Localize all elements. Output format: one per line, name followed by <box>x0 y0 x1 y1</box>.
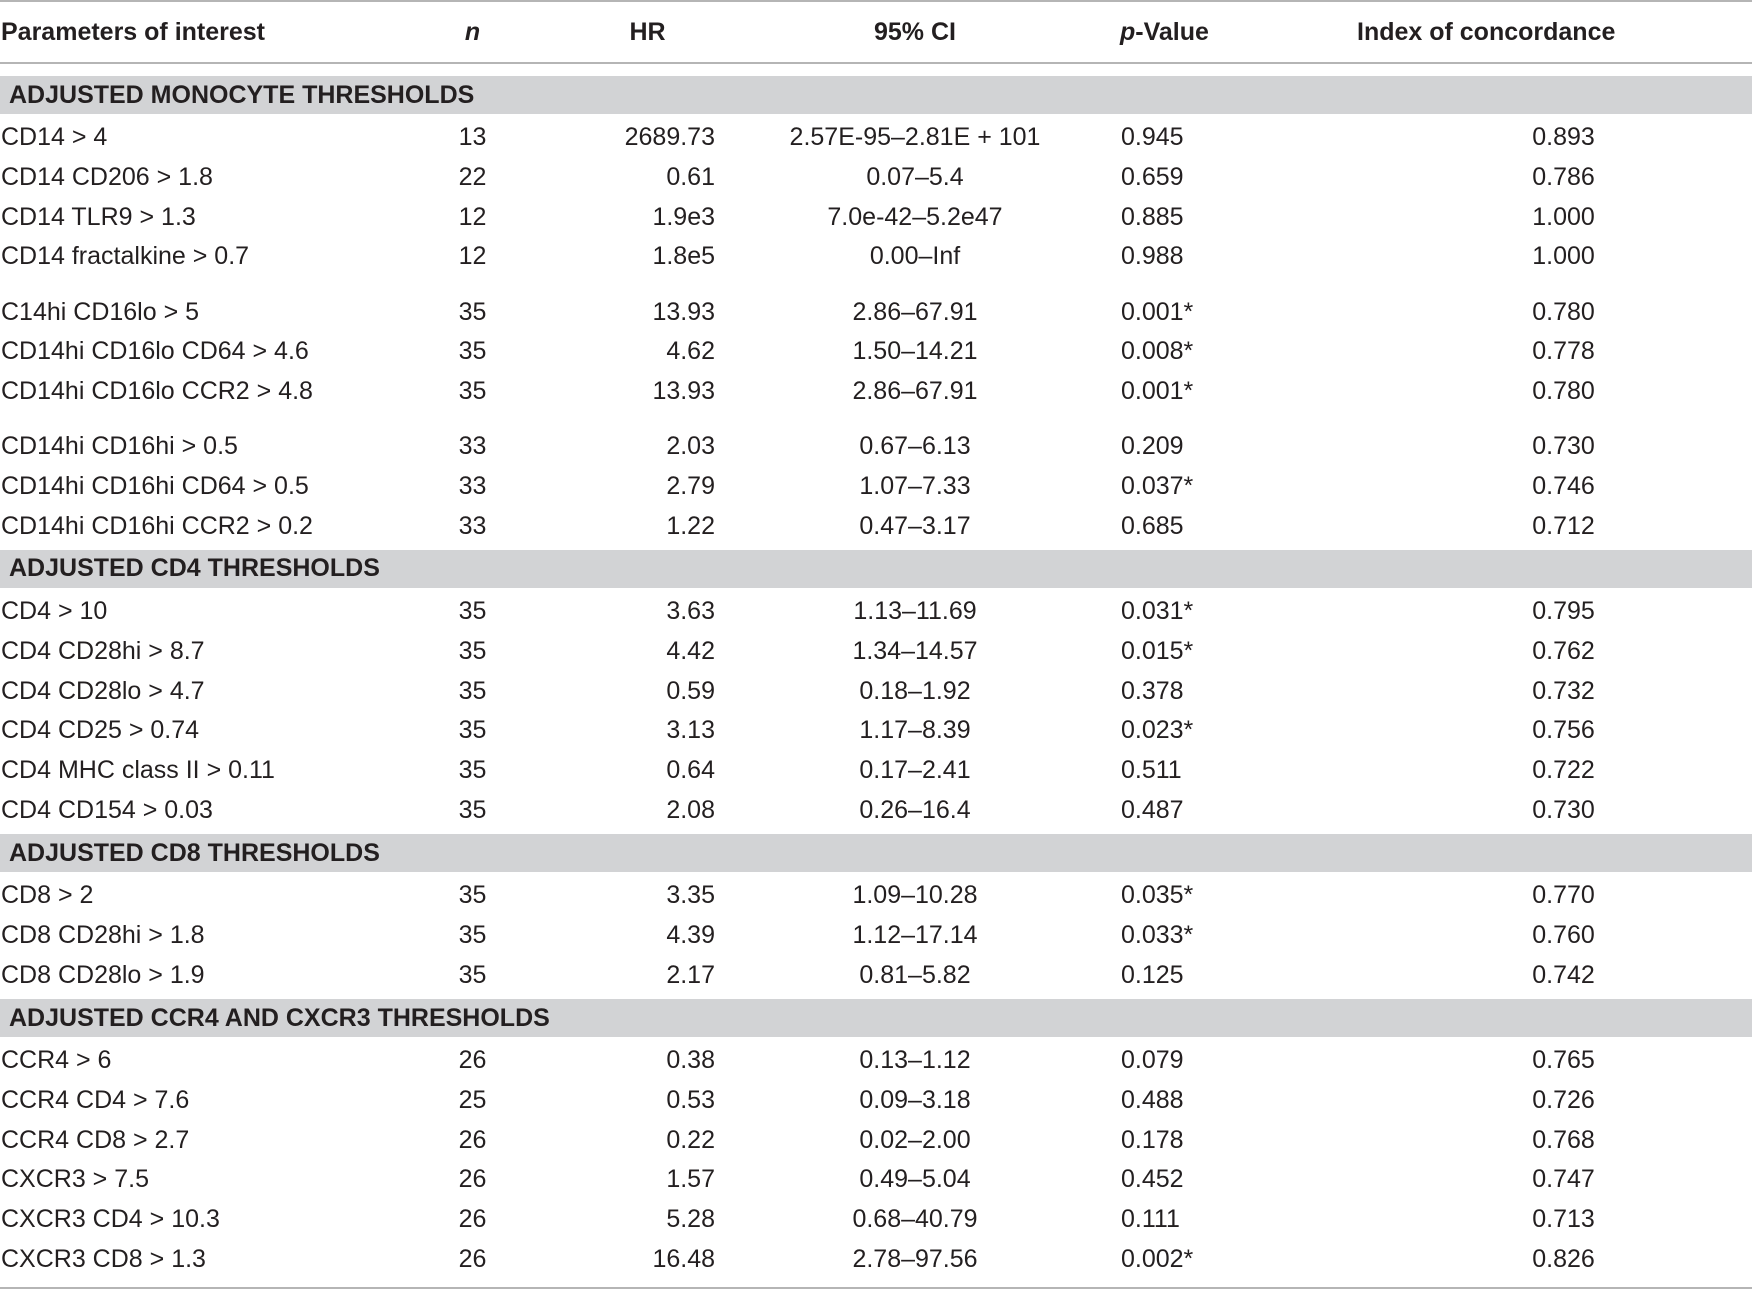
section-header: ADJUSTED MONOCYTE THRESHOLDS <box>0 76 1752 114</box>
cell-index: 0.756 <box>1532 716 1595 745</box>
cell-n: 33 <box>458 471 487 500</box>
cell-p: 0.008* <box>1121 337 1194 366</box>
cell-ci: 0.49–5.04 <box>859 1165 971 1194</box>
cell-hr: 3.63 <box>666 597 715 626</box>
cell-p: 0.945 <box>1121 123 1184 152</box>
cell-n: 35 <box>458 636 487 665</box>
cell-hr: 4.39 <box>666 921 715 950</box>
header-p-value <box>1115 18 1295 47</box>
cell-index: 1.000 <box>1532 202 1595 231</box>
table-row <box>0 751 1752 791</box>
group-spacer <box>0 411 1752 427</box>
cell-hr: 3.13 <box>666 716 715 745</box>
cell-ci: 0.67–6.13 <box>859 432 971 461</box>
cell-index: 0.732 <box>1532 676 1595 705</box>
cell-p: 0.125 <box>1121 960 1184 989</box>
cell-index: 0.746 <box>1532 471 1595 500</box>
cell-n: 35 <box>458 597 487 626</box>
cell-n: 26 <box>458 1125 487 1154</box>
cell-n: 33 <box>458 511 487 540</box>
cell-param: CD14hi CD16hi CD64 > 0.5 <box>1 471 309 500</box>
cell-p: 0.511 <box>1121 755 1182 784</box>
cell-p: 0.023* <box>1121 716 1194 745</box>
cell-hr: 2.08 <box>666 795 715 824</box>
cell-n: 26 <box>458 1205 487 1234</box>
table-row <box>0 955 1752 995</box>
cell-param: CD4 CD28lo > 4.7 <box>1 676 205 705</box>
cell-ci: 0.18–1.92 <box>859 676 971 705</box>
cell-p: 0.001* <box>1121 297 1194 326</box>
cell-p: 0.487 <box>1121 795 1184 824</box>
cell-hr: 0.38 <box>666 1046 715 1075</box>
cell-hr: 16.48 <box>652 1244 715 1273</box>
cell-param: CD8 CD28hi > 1.8 <box>1 921 205 950</box>
table-row <box>0 118 1752 158</box>
cell-hr: 4.62 <box>666 337 715 366</box>
cell-p: 0.885 <box>1121 202 1184 231</box>
cell-param: CD4 CD25 > 0.74 <box>1 716 200 745</box>
cell-param: CD14 fractalkine > 0.7 <box>1 242 250 271</box>
cell-ci: 1.07–7.33 <box>859 471 971 500</box>
cell-param: CD4 > 10 <box>1 597 108 626</box>
cell-index: 0.760 <box>1532 921 1595 950</box>
cell-n: 35 <box>458 960 487 989</box>
cell-hr: 1.8e5 <box>652 242 715 271</box>
cell-ci: 0.17–2.41 <box>859 755 971 784</box>
cell-param: CD14 TLR9 > 1.3 <box>1 202 196 231</box>
table-body <box>0 76 1752 1279</box>
cell-ci: 2.86–67.91 <box>852 297 978 326</box>
cell-p: 0.488 <box>1121 1086 1184 1115</box>
cell-p: 0.002* <box>1121 1244 1194 1273</box>
cell-n: 35 <box>458 376 487 405</box>
cell-index: 0.770 <box>1532 881 1595 910</box>
cell-index: 0.712 <box>1532 511 1595 540</box>
cell-index: 0.765 <box>1532 1046 1595 1075</box>
cell-param: CD4 CD154 > 0.03 <box>1 795 213 824</box>
cell-hr: 0.22 <box>666 1125 715 1154</box>
cell-index: 0.730 <box>1532 795 1595 824</box>
header-n: n <box>464 17 481 46</box>
cell-n: 35 <box>458 297 487 326</box>
cell-p: 0.209 <box>1121 432 1184 461</box>
table-row <box>0 197 1752 237</box>
cell-param: CD4 CD28hi > 8.7 <box>1 636 205 665</box>
cell-ci: 1.50–14.21 <box>852 337 978 366</box>
table-row <box>0 372 1752 412</box>
cell-hr: 2.17 <box>666 960 715 989</box>
cell-ci: 1.13–11.69 <box>853 597 977 626</box>
table-row <box>0 916 1752 956</box>
cell-hr: 13.93 <box>652 376 715 405</box>
cell-index: 0.742 <box>1532 960 1595 989</box>
cell-ci: 7.0e-42–5.2e47 <box>827 202 1003 231</box>
cell-p: 0.659 <box>1121 163 1184 192</box>
cell-hr: 3.35 <box>666 881 715 910</box>
cell-p: 0.178 <box>1121 1125 1184 1154</box>
cell-n: 26 <box>458 1046 487 1075</box>
cell-ci: 0.00–Inf <box>869 242 961 271</box>
cell-index: 0.762 <box>1532 636 1595 665</box>
header-param: Parameters of interest <box>1 17 266 46</box>
table-row <box>0 332 1752 372</box>
cell-n: 35 <box>458 676 487 705</box>
cell-index: 0.730 <box>1532 432 1595 461</box>
table-row <box>0 1240 1752 1280</box>
table-row <box>0 1120 1752 1160</box>
cell-n: 12 <box>458 242 487 271</box>
cell-hr: 0.61 <box>666 163 715 192</box>
table-row <box>0 467 1752 507</box>
cell-index: 0.713 <box>1532 1205 1595 1234</box>
cell-ci: 1.12–17.14 <box>852 921 978 950</box>
cell-param: C14hi CD16lo > 5 <box>1 297 200 326</box>
table-row <box>0 1081 1752 1121</box>
cell-ci: 2.86–67.91 <box>852 376 978 405</box>
cell-ci: 2.78–97.56 <box>852 1244 978 1273</box>
cell-p: 0.378 <box>1121 676 1184 705</box>
cell-param: CXCR3 > 7.5 <box>1 1165 149 1194</box>
cell-index: 0.778 <box>1532 337 1595 366</box>
cell-ci: 2.57E-95–2.81E + 101 <box>789 123 1041 152</box>
cell-ci: 0.07–5.4 <box>866 163 964 192</box>
cell-hr: 2689.73 <box>624 123 715 152</box>
cell-index: 0.780 <box>1532 297 1595 326</box>
cell-param: CCR4 > 6 <box>1 1046 112 1075</box>
cell-param: CD14hi CD16hi CCR2 > 0.2 <box>1 511 313 540</box>
cell-n: 12 <box>458 202 487 231</box>
header-index: Index of concordance <box>1357 17 1616 46</box>
section-header: ADJUSTED CD4 THRESHOLDS <box>0 550 1752 588</box>
cell-hr: 0.59 <box>666 676 715 705</box>
cell-p: 0.685 <box>1121 511 1184 540</box>
cell-hr: 1.22 <box>666 511 715 540</box>
cell-n: 35 <box>458 795 487 824</box>
cell-param: CD8 CD28lo > 1.9 <box>1 960 205 989</box>
header-p-rest: -Value <box>1135 17 1209 46</box>
cell-index: 0.780 <box>1532 376 1595 405</box>
cell-hr: 4.42 <box>666 636 715 665</box>
cell-n: 22 <box>458 163 487 192</box>
cell-p: 0.015* <box>1121 636 1194 665</box>
cell-ci: 1.17–8.39 <box>859 716 971 745</box>
group-spacer <box>0 277 1752 293</box>
cell-hr: 13.93 <box>652 297 715 326</box>
cell-param: CCR4 CD4 > 7.6 <box>1 1086 190 1115</box>
cell-param: CD14hi CD16lo CD64 > 4.6 <box>1 337 309 366</box>
cell-param: CD14hi CD16lo CCR2 > 4.8 <box>1 376 313 405</box>
cell-n: 13 <box>458 123 487 152</box>
cell-param: CD14 > 4 <box>1 123 108 152</box>
cell-n: 35 <box>458 755 487 784</box>
cell-param: CD8 > 2 <box>1 881 94 910</box>
cell-hr: 2.03 <box>666 432 715 461</box>
header-row <box>0 2 1752 62</box>
bottom-rule <box>0 1287 1752 1289</box>
cell-p: 0.111 <box>1121 1205 1180 1234</box>
table-row <box>0 592 1752 632</box>
table-row <box>0 671 1752 711</box>
table-row <box>0 632 1752 672</box>
cell-ci: 0.47–3.17 <box>859 511 971 540</box>
cell-n: 35 <box>458 881 487 910</box>
cell-index: 0.893 <box>1532 123 1595 152</box>
cell-p: 0.035* <box>1121 881 1194 910</box>
cell-ci: 0.13–1.12 <box>859 1046 971 1075</box>
cell-param: CXCR3 CD4 > 10.3 <box>1 1205 220 1234</box>
header-p-italic: p <box>1120 17 1136 46</box>
cell-ci: 1.34–14.57 <box>852 636 978 665</box>
cell-hr: 1.57 <box>666 1165 715 1194</box>
cell-ci: 0.81–5.82 <box>859 960 971 989</box>
cell-index: 0.768 <box>1532 1125 1595 1154</box>
table-row <box>0 506 1752 546</box>
cell-index: 0.747 <box>1532 1165 1595 1194</box>
cell-n: 35 <box>458 921 487 950</box>
table-row <box>0 711 1752 751</box>
header-hr: HR <box>629 17 666 46</box>
table-row <box>0 1041 1752 1081</box>
cell-index: 0.722 <box>1532 755 1595 784</box>
cell-index: 0.786 <box>1532 163 1595 192</box>
cell-n: 25 <box>458 1086 487 1115</box>
cell-index: 0.795 <box>1532 597 1595 626</box>
cell-hr: 0.53 <box>666 1086 715 1115</box>
table-row <box>0 1200 1752 1240</box>
table-row <box>0 292 1752 332</box>
cell-index: 0.826 <box>1532 1244 1595 1273</box>
cell-n: 33 <box>458 432 487 461</box>
cell-p: 0.079 <box>1121 1046 1184 1075</box>
cell-ci: 1.09–10.28 <box>852 881 978 910</box>
cell-param: CD14hi CD16hi > 0.5 <box>1 432 238 461</box>
cell-index: 1.000 <box>1532 242 1595 271</box>
table-row <box>0 1160 1752 1200</box>
table-row <box>0 158 1752 198</box>
cell-hr: 5.28 <box>666 1205 715 1234</box>
cell-hr: 1.9e3 <box>652 202 715 231</box>
cell-n: 35 <box>458 716 487 745</box>
cell-p: 0.452 <box>1121 1165 1184 1194</box>
cell-param: CCR4 CD8 > 2.7 <box>1 1125 190 1154</box>
cell-index: 0.726 <box>1532 1086 1595 1115</box>
cell-param: CD4 MHC class II > 0.11 <box>1 755 275 784</box>
table-row <box>0 427 1752 467</box>
cell-n: 35 <box>458 337 487 366</box>
cell-ci: 0.68–40.79 <box>852 1205 978 1234</box>
cell-n: 26 <box>458 1244 487 1273</box>
table-row <box>0 237 1752 277</box>
section-header: ADJUSTED CD8 THRESHOLDS <box>0 834 1752 872</box>
cell-p: 0.988 <box>1121 242 1184 271</box>
cell-p: 0.033* <box>1121 921 1194 950</box>
header-ci: 95% CI <box>874 17 956 46</box>
table-row <box>0 790 1752 830</box>
cell-hr: 0.64 <box>666 755 715 784</box>
section-header: ADJUSTED CCR4 AND CXCR3 THRESHOLDS <box>0 999 1752 1037</box>
cell-param: CXCR3 CD8 > 1.3 <box>1 1244 206 1273</box>
cell-ci: 0.26–16.4 <box>859 795 971 824</box>
cell-p: 0.001* <box>1121 376 1194 405</box>
cell-p: 0.037* <box>1121 471 1194 500</box>
cell-ci: 0.02–2.00 <box>859 1125 971 1154</box>
header-rule <box>0 62 1752 64</box>
cell-ci: 0.09–3.18 <box>859 1086 971 1115</box>
cell-p: 0.031* <box>1121 597 1194 626</box>
cell-param: CD14 CD206 > 1.8 <box>1 163 213 192</box>
table-row <box>0 876 1752 916</box>
cell-n: 26 <box>458 1165 487 1194</box>
cell-hr: 2.79 <box>666 471 715 500</box>
